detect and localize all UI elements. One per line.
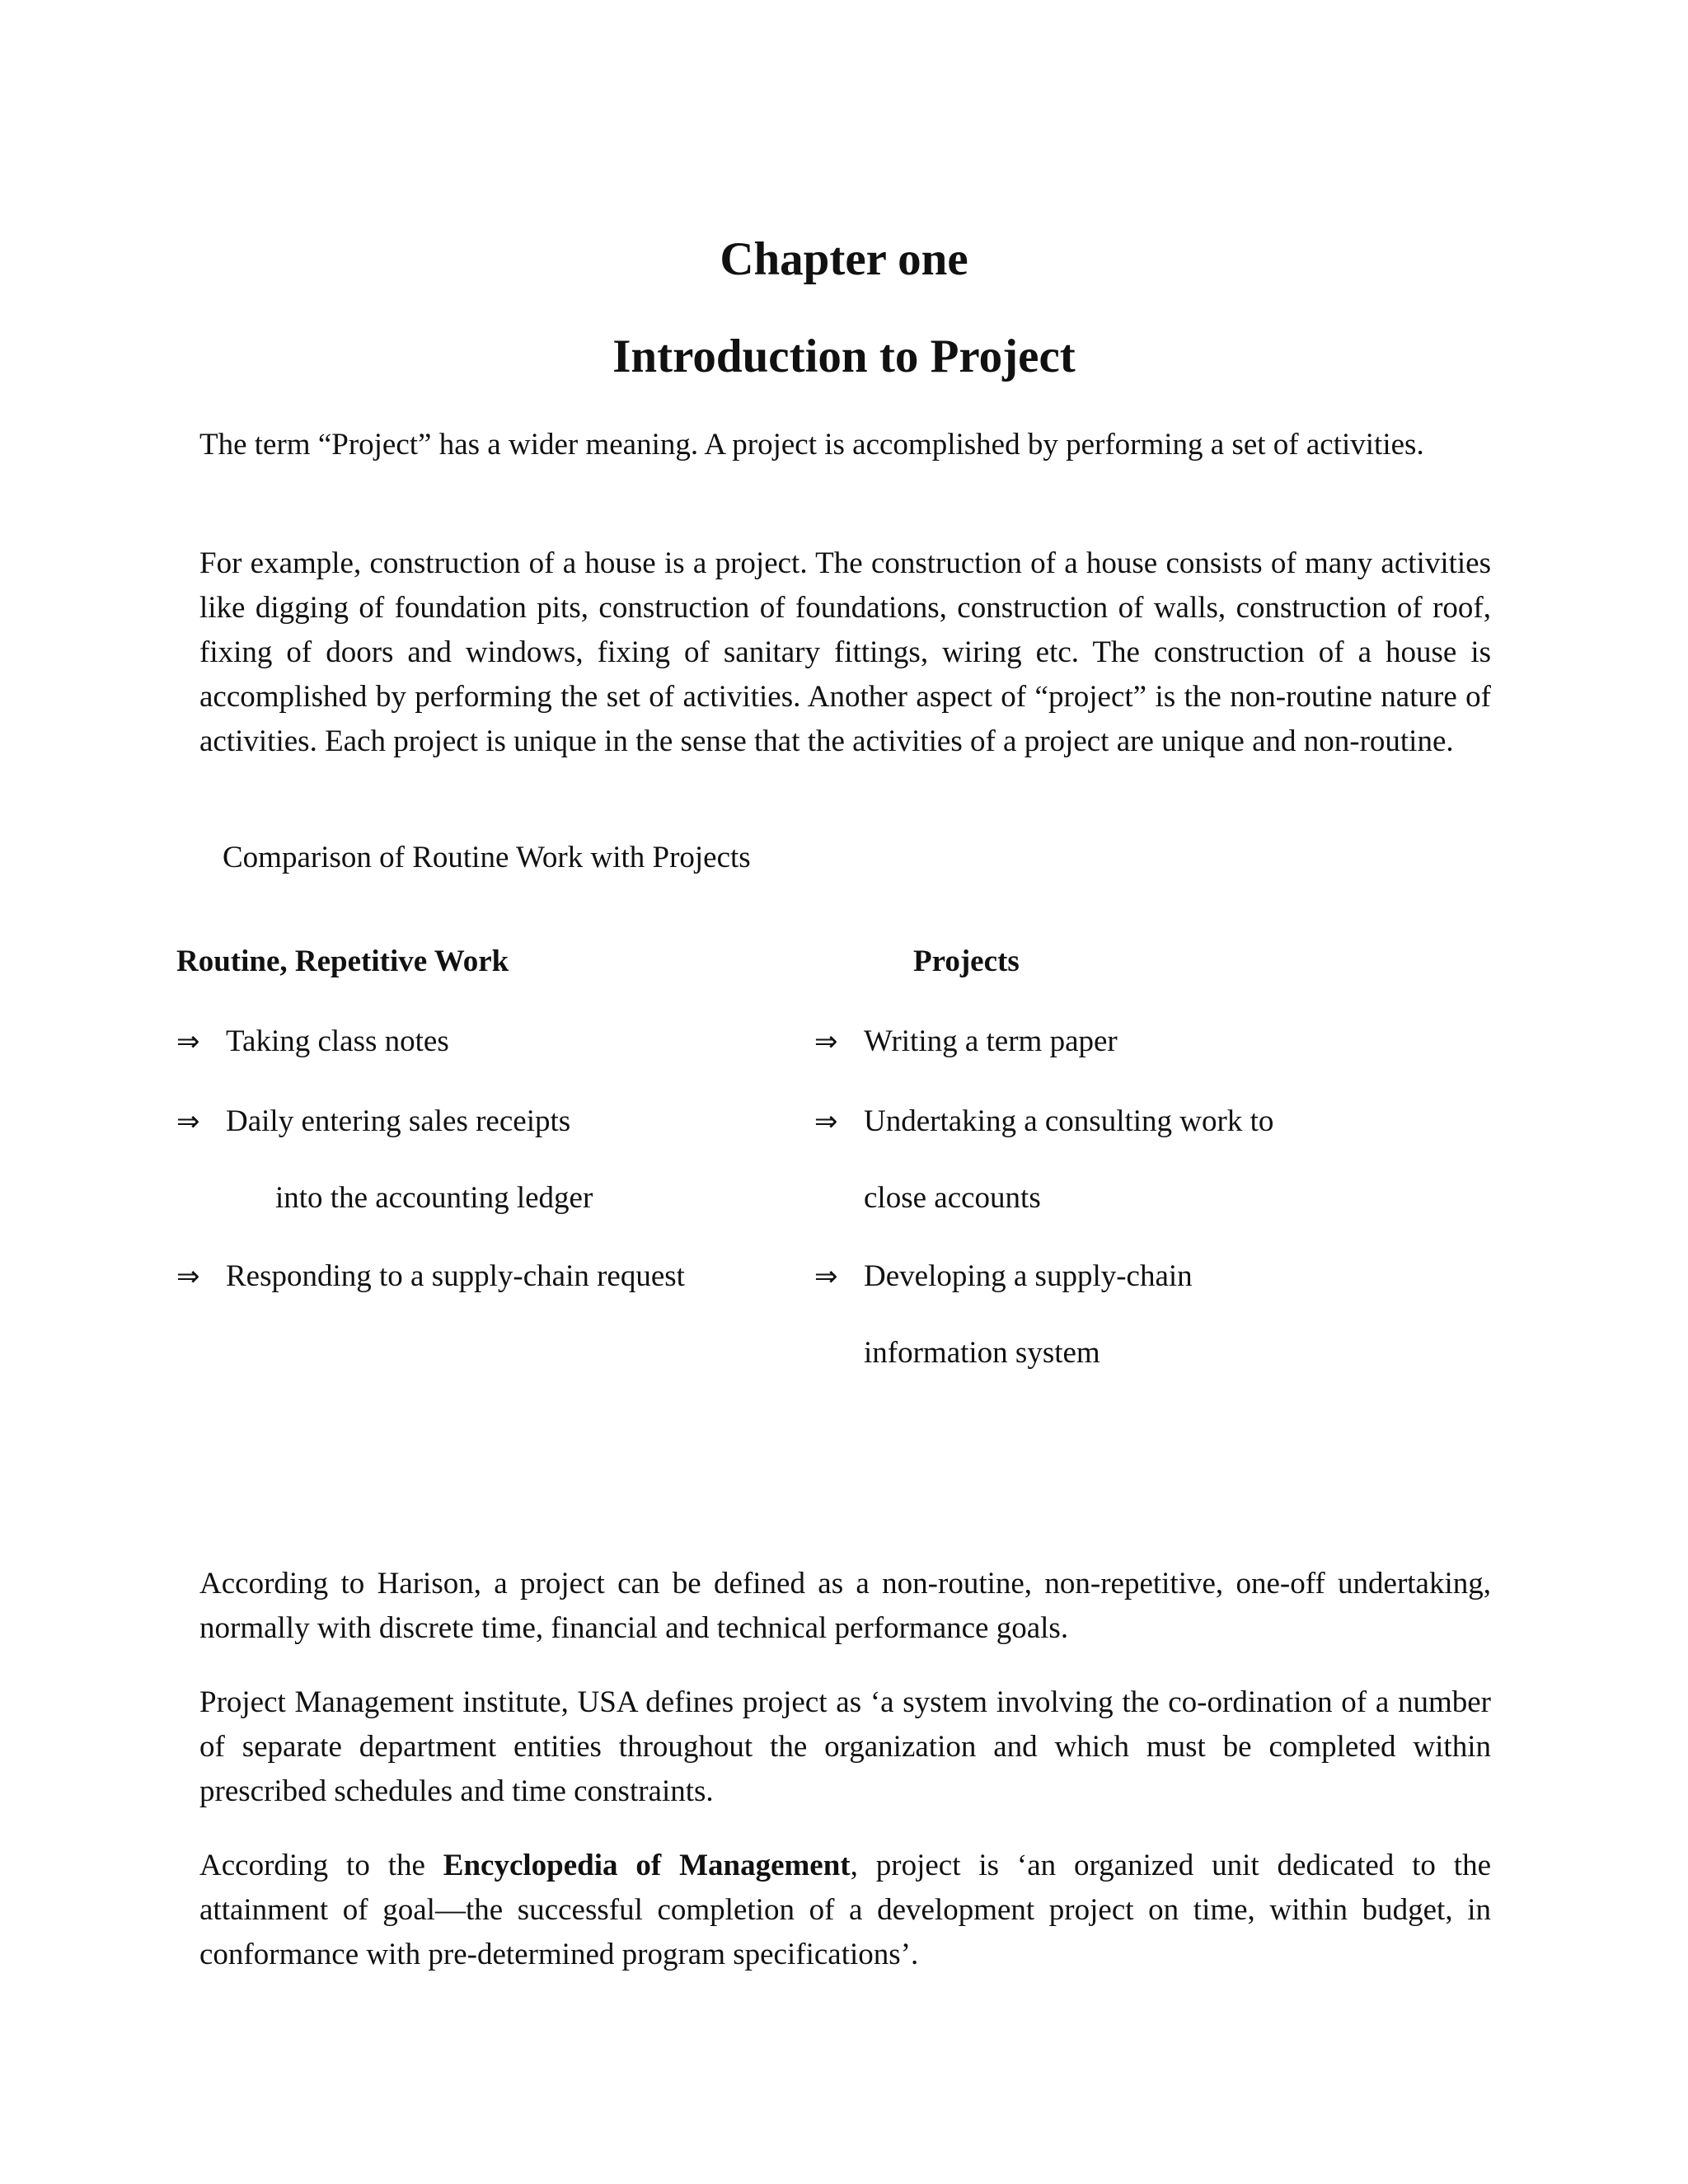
paragraph-text: According to the <box>199 1849 443 1882</box>
project-item <box>814 1258 1193 1295</box>
project-item-continuation: information system <box>864 1336 1100 1370</box>
project-item <box>814 1024 1118 1060</box>
paragraph-pmi-definition: Project Management institute, USA defines project as ‘a system involving the co-ordination of a number of separate department entities throughout the organization and which must be completed within prescribed schedules and time constraints. <box>199 1685 1491 1808</box>
routine-item-text: Daily entering sales receipts <box>226 1104 571 1138</box>
routine-item-text: Taking class notes <box>226 1024 449 1058</box>
section-title: Introduction to Project <box>612 330 1076 382</box>
chapter-title: Chapter one <box>720 233 968 285</box>
routine-item-text: Responding to a supply-chain request <box>226 1259 685 1293</box>
paragraph-encyclopedia-definition <box>199 1844 1491 1977</box>
projects-column-heading: Projects <box>913 944 1020 978</box>
arrow-icon: ⇒ <box>176 1105 200 1138</box>
paragraph-text: , project is ‘an organized unit dedicated to the attainment of goal—the successful completion of a development project on time, within budget, in conformance with pre-determined program specifications’. <box>199 1849 1491 1971</box>
arrow-icon: ⇒ <box>176 1025 200 1058</box>
project-item-continuation: close accounts <box>864 1181 1041 1215</box>
project-item <box>814 1104 1273 1140</box>
arrow-icon: ⇒ <box>814 1025 838 1058</box>
arrow-icon: ⇒ <box>176 1260 200 1293</box>
arrow-icon: ⇒ <box>814 1260 838 1293</box>
paragraph-harison-definition: According to Harison, a project can be defined as a non-routine, non-repetitive, one-off undertaking, normally with discrete time, financial and technical performance goals. <box>199 1567 1491 1645</box>
comparison-caption: Comparison of Routine Work with Projects <box>223 841 751 874</box>
routine-column-heading: Routine, Repetitive Work <box>176 944 509 978</box>
paragraph-house-example: For example, construction of a house is a project. The construction of a house consists of many activities like digging of foundation pits, construction of foundations, construction of walls, construction of roof, fixing of doors and windows, fixing of sanitary fittings, wiring etc. The construction of a house is accomplished by performing the set of activities. Another aspect of “project” is the non-routine nature of activities. Each project is unique in the sense that the activities of a project are unique and non-routine. <box>199 546 1491 758</box>
routine-item <box>176 1258 685 1295</box>
encyclopedia-title: Encyclopedia of Management <box>443 1849 851 1882</box>
project-item-text: Developing a supply-chain <box>864 1259 1193 1293</box>
routine-item <box>176 1024 449 1060</box>
project-item-text: Writing a term paper <box>864 1024 1118 1058</box>
routine-item-continuation: into the accounting ledger <box>275 1181 593 1215</box>
project-item-text: Undertaking a consulting work to <box>864 1104 1274 1138</box>
arrow-icon: ⇒ <box>814 1105 838 1138</box>
paragraph-project-term: The term “Project” has a wider meaning. A project is accomplished by performing a set of activities. <box>199 428 1424 462</box>
routine-item <box>176 1104 570 1140</box>
